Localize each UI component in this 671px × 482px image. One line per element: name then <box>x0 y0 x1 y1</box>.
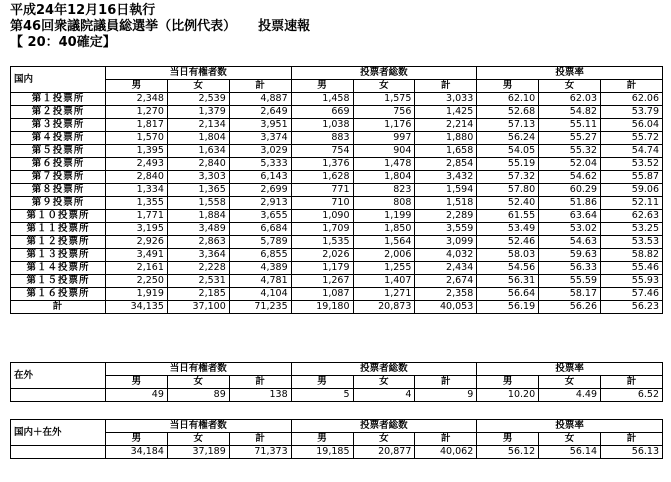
cell-value: 2,026 <box>291 249 353 262</box>
cell-value: 56.19 <box>477 301 539 314</box>
cell-value: 62.03 <box>539 93 601 106</box>
date-line: 平成24年12月16日執行 <box>10 3 156 18</box>
cell-value: 37,100 <box>167 301 229 314</box>
cell-value: 63.64 <box>539 210 601 223</box>
voters-total-group: 投票者総数 <box>291 363 477 376</box>
column-header-row <box>11 80 663 93</box>
cell-value: 2,134 <box>167 119 229 132</box>
row-label: 第１投票所 <box>11 93 106 106</box>
cell-value: 19,180 <box>291 301 353 314</box>
cell-value: 4,389 <box>229 262 291 275</box>
cell-value: 59.06 <box>601 184 663 197</box>
cell-value: 2,434 <box>415 262 477 275</box>
eligible-voters-group: 当日有権者数 <box>106 420 292 433</box>
voters-total-group: 投票者総数 <box>291 67 477 80</box>
cell-value: 55.72 <box>601 132 663 145</box>
cell-value: 1,771 <box>106 210 168 223</box>
column-header-row <box>11 433 663 446</box>
cell-value: 3,099 <box>415 236 477 249</box>
col-header-male: 男 <box>106 376 168 389</box>
cell-value: 53.25 <box>601 223 663 236</box>
cell-value: 2,674 <box>415 275 477 288</box>
col-header-male: 男 <box>477 376 539 389</box>
cell-value: 52.68 <box>477 106 539 119</box>
cell-value: 52.46 <box>477 236 539 249</box>
eligible-voters-group: 当日有権者数 <box>106 67 292 80</box>
table-row <box>11 106 663 119</box>
cell-value: 2,214 <box>415 119 477 132</box>
row-label: 第１６投票所 <box>11 288 106 301</box>
cell-value: 756 <box>353 106 415 119</box>
cell-value: 1,518 <box>415 197 477 210</box>
cell-value: 1,535 <box>291 236 353 249</box>
table-row <box>11 171 663 184</box>
col-header-total: 計 <box>601 80 663 93</box>
col-header-male: 男 <box>291 433 353 446</box>
cell-value: 89 <box>167 389 229 402</box>
row-label: 第９投票所 <box>11 197 106 210</box>
row-label: 第３投票所 <box>11 119 106 132</box>
row-label: 第１０投票所 <box>11 210 106 223</box>
report-title: 投票速報 <box>258 19 311 34</box>
cell-value: 2,840 <box>106 171 168 184</box>
cell-value: 710 <box>291 197 353 210</box>
table-row <box>11 158 663 171</box>
cell-value: 2,228 <box>167 262 229 275</box>
cell-value: 52.11 <box>601 197 663 210</box>
cell-value: 56.64 <box>477 288 539 301</box>
cell-value: 6,684 <box>229 223 291 236</box>
cell-value: 1,090 <box>291 210 353 223</box>
row-label: 第１３投票所 <box>11 249 106 262</box>
cell-value: 823 <box>353 184 415 197</box>
col-header-male: 男 <box>291 80 353 93</box>
table-row <box>11 184 663 197</box>
cell-value: 3,195 <box>106 223 168 236</box>
col-header-total: 計 <box>229 433 291 446</box>
row-label: 第６投票所 <box>11 158 106 171</box>
overseas-row <box>11 389 663 402</box>
table-row <box>11 249 663 262</box>
group-header-row <box>11 420 663 433</box>
col-header-male: 男 <box>477 433 539 446</box>
cell-value: 34,184 <box>106 446 168 459</box>
row-label: 第４投票所 <box>11 132 106 145</box>
cell-value: 2,699 <box>229 184 291 197</box>
cell-value: 1,564 <box>353 236 415 249</box>
cell-value: 58.82 <box>601 249 663 262</box>
col-header-male: 男 <box>106 433 168 446</box>
cell-value: 1,884 <box>167 210 229 223</box>
cell-value: 62.06 <box>601 93 663 106</box>
col-header-total: 計 <box>415 376 477 389</box>
col-header-female: 女 <box>539 376 601 389</box>
cell-value: 2,289 <box>415 210 477 223</box>
cell-value: 54.56 <box>477 262 539 275</box>
cell-value: 1,880 <box>415 132 477 145</box>
cell-value: 3,655 <box>229 210 291 223</box>
cell-value: 2,863 <box>167 236 229 249</box>
cell-value: 37,189 <box>167 446 229 459</box>
cell-value: 6,143 <box>229 171 291 184</box>
cell-value: 1,179 <box>291 262 353 275</box>
cell-value: 56.14 <box>539 446 601 459</box>
cell-value: 62.63 <box>601 210 663 223</box>
cell-value: 6,855 <box>229 249 291 262</box>
cell-value: 1,919 <box>106 288 168 301</box>
cell-value: 56.24 <box>477 132 539 145</box>
cell-value: 1,478 <box>353 158 415 171</box>
cell-value: 1,425 <box>415 106 477 119</box>
eligible-voters-group: 当日有権者数 <box>106 363 292 376</box>
cell-value: 2,854 <box>415 158 477 171</box>
cell-value: 1,267 <box>291 275 353 288</box>
row-label: 第１２投票所 <box>11 236 106 249</box>
table-row <box>11 119 663 132</box>
cell-value: 49 <box>106 389 168 402</box>
cell-value: 1,709 <box>291 223 353 236</box>
row-label: 第１５投票所 <box>11 275 106 288</box>
cell-value: 1,355 <box>106 197 168 210</box>
cell-value: 57.80 <box>477 184 539 197</box>
col-header-male: 男 <box>106 80 168 93</box>
cell-value: 771 <box>291 184 353 197</box>
cell-value: 2,358 <box>415 288 477 301</box>
col-header-male: 男 <box>291 376 353 389</box>
cell-value: 4,781 <box>229 275 291 288</box>
election-title: 第46回衆議院議員総選挙（比例代表） <box>10 19 237 34</box>
col-header-total: 計 <box>229 80 291 93</box>
cell-value: 669 <box>291 106 353 119</box>
table-row <box>11 93 663 106</box>
table-row <box>11 132 663 145</box>
cell-value: 55.59 <box>539 275 601 288</box>
col-header-total: 計 <box>601 376 663 389</box>
cell-value: 53.49 <box>477 223 539 236</box>
cell-value: 40,062 <box>415 446 477 459</box>
section-label: 国内 <box>11 67 106 93</box>
cell-value: 1,271 <box>353 288 415 301</box>
cell-value: 3,489 <box>167 223 229 236</box>
cell-value: 54.05 <box>477 145 539 158</box>
col-header-total: 計 <box>415 433 477 446</box>
cell-value: 1,379 <box>167 106 229 119</box>
row-label: 第５投票所 <box>11 145 106 158</box>
cell-value: 59.63 <box>539 249 601 262</box>
cell-value: 2,006 <box>353 249 415 262</box>
combined-table <box>10 419 663 459</box>
table-row <box>11 223 663 236</box>
cell-value: 4 <box>353 389 415 402</box>
cell-value: 3,951 <box>229 119 291 132</box>
cell-value: 57.13 <box>477 119 539 132</box>
voters-total-group: 投票者総数 <box>291 420 477 433</box>
cell-value: 1,334 <box>106 184 168 197</box>
cell-value: 20,877 <box>353 446 415 459</box>
cell-value: 55.27 <box>539 132 601 145</box>
cell-value: 1,087 <box>291 288 353 301</box>
title-line <box>10 20 310 34</box>
row-label: 第８投票所 <box>11 184 106 197</box>
overseas-table <box>10 362 663 402</box>
cell-value: 138 <box>229 389 291 402</box>
row-label: 計 <box>11 301 106 314</box>
cell-value: 2,649 <box>229 106 291 119</box>
cell-value: 1,458 <box>291 93 353 106</box>
cell-value: 5,333 <box>229 158 291 171</box>
cell-value: 58.17 <box>539 288 601 301</box>
cell-value: 4,032 <box>415 249 477 262</box>
cell-value: 1,817 <box>106 119 168 132</box>
cell-value: 3,432 <box>415 171 477 184</box>
cell-value: 54.63 <box>539 236 601 249</box>
cell-value: 5 <box>291 389 353 402</box>
total-row <box>11 301 663 314</box>
cell-value: 3,491 <box>106 249 168 262</box>
cell-value: 883 <box>291 132 353 145</box>
cell-value: 51.86 <box>539 197 601 210</box>
column-header-row <box>11 376 663 389</box>
cell-value: 3,374 <box>229 132 291 145</box>
cell-value: 56.31 <box>477 275 539 288</box>
table-row <box>11 262 663 275</box>
cell-value: 55.46 <box>601 262 663 275</box>
cell-value: 6.52 <box>601 389 663 402</box>
cell-value: 61.55 <box>477 210 539 223</box>
table-row <box>11 145 663 158</box>
cell-value: 56.04 <box>601 119 663 132</box>
cell-value: 34,135 <box>106 301 168 314</box>
table-row <box>11 197 663 210</box>
table-row <box>11 210 663 223</box>
col-header-female: 女 <box>353 80 415 93</box>
col-header-female: 女 <box>167 433 229 446</box>
domestic-table <box>10 66 663 314</box>
cell-value: 53.02 <box>539 223 601 236</box>
col-header-female: 女 <box>353 376 415 389</box>
cell-value: 20,873 <box>353 301 415 314</box>
cell-value: 2,840 <box>167 158 229 171</box>
cell-value: 4.49 <box>539 389 601 402</box>
col-header-total: 計 <box>415 80 477 93</box>
cell-value: 58.03 <box>477 249 539 262</box>
cell-value: 4,887 <box>229 93 291 106</box>
row-label <box>11 446 106 459</box>
cell-value: 56.13 <box>601 446 663 459</box>
row-label: 第１１投票所 <box>11 223 106 236</box>
col-header-female: 女 <box>167 80 229 93</box>
cell-value: 55.11 <box>539 119 601 132</box>
cell-value: 3,029 <box>229 145 291 158</box>
cell-value: 53.79 <box>601 106 663 119</box>
cell-value: 2,185 <box>167 288 229 301</box>
col-header-female: 女 <box>353 433 415 446</box>
cell-value: 1,628 <box>291 171 353 184</box>
cell-value: 56.33 <box>539 262 601 275</box>
cell-value: 2,531 <box>167 275 229 288</box>
cell-value: 56.26 <box>539 301 601 314</box>
table-row <box>11 275 663 288</box>
cell-value: 57.32 <box>477 171 539 184</box>
cell-value: 71,235 <box>229 301 291 314</box>
cell-value: 1,270 <box>106 106 168 119</box>
cell-value: 997 <box>353 132 415 145</box>
col-header-total: 計 <box>229 376 291 389</box>
col-header-female: 女 <box>539 80 601 93</box>
group-header-row <box>11 67 663 80</box>
cell-value: 1,176 <box>353 119 415 132</box>
cell-value: 19,185 <box>291 446 353 459</box>
cell-value: 3,303 <box>167 171 229 184</box>
cell-value: 56.23 <box>601 301 663 314</box>
cell-value: 2,348 <box>106 93 168 106</box>
col-header-female: 女 <box>539 433 601 446</box>
group-header-row <box>11 363 663 376</box>
cell-value: 52.04 <box>539 158 601 171</box>
cell-value: 1,658 <box>415 145 477 158</box>
cell-value: 1,199 <box>353 210 415 223</box>
col-header-male: 男 <box>477 80 539 93</box>
cell-value: 2,161 <box>106 262 168 275</box>
cell-value: 55.87 <box>601 171 663 184</box>
cell-value: 1,634 <box>167 145 229 158</box>
cell-value: 9 <box>415 389 477 402</box>
turnout-rate-group: 投票率 <box>477 67 663 80</box>
cell-value: 1,850 <box>353 223 415 236</box>
row-label: 第１４投票所 <box>11 262 106 275</box>
cell-value: 1,804 <box>353 171 415 184</box>
cell-value: 54.62 <box>539 171 601 184</box>
cell-value: 1,594 <box>415 184 477 197</box>
cell-value: 55.19 <box>477 158 539 171</box>
cell-value: 5,789 <box>229 236 291 249</box>
cell-value: 1,575 <box>353 93 415 106</box>
confirmed-time: 【 20：40確定】 <box>10 35 116 50</box>
table-row <box>11 288 663 301</box>
cell-value: 808 <box>353 197 415 210</box>
cell-value: 2,493 <box>106 158 168 171</box>
cell-value: 56.12 <box>477 446 539 459</box>
col-header-total: 計 <box>601 433 663 446</box>
turnout-rate-group: 投票率 <box>477 363 663 376</box>
cell-value: 1,570 <box>106 132 168 145</box>
cell-value: 10.20 <box>477 389 539 402</box>
cell-value: 3,033 <box>415 93 477 106</box>
cell-value: 3,559 <box>415 223 477 236</box>
cell-value: 904 <box>353 145 415 158</box>
cell-value: 2,926 <box>106 236 168 249</box>
cell-value: 1,365 <box>167 184 229 197</box>
cell-value: 4,104 <box>229 288 291 301</box>
cell-value: 60.29 <box>539 184 601 197</box>
cell-value: 54.74 <box>601 145 663 158</box>
cell-value: 1,376 <box>291 158 353 171</box>
section-label: 国内＋在外 <box>11 420 106 446</box>
cell-value: 54.82 <box>539 106 601 119</box>
cell-value: 2,913 <box>229 197 291 210</box>
combined-row <box>11 446 663 459</box>
cell-value: 71,373 <box>229 446 291 459</box>
cell-value: 1,407 <box>353 275 415 288</box>
cell-value: 57.46 <box>601 288 663 301</box>
row-label: 第７投票所 <box>11 171 106 184</box>
cell-value: 52.40 <box>477 197 539 210</box>
col-header-female: 女 <box>167 376 229 389</box>
cell-value: 62.10 <box>477 93 539 106</box>
cell-value: 1,804 <box>167 132 229 145</box>
cell-value: 1,558 <box>167 197 229 210</box>
cell-value: 55.93 <box>601 275 663 288</box>
table-row <box>11 236 663 249</box>
cell-value: 3,364 <box>167 249 229 262</box>
cell-value: 1,395 <box>106 145 168 158</box>
row-label <box>11 389 106 402</box>
cell-value: 53.52 <box>601 158 663 171</box>
row-label: 第２投票所 <box>11 106 106 119</box>
cell-value: 53.53 <box>601 236 663 249</box>
cell-value: 1,038 <box>291 119 353 132</box>
section-label: 在外 <box>11 363 106 389</box>
turnout-rate-group: 投票率 <box>477 420 663 433</box>
cell-value: 2,539 <box>167 93 229 106</box>
cell-value: 55.32 <box>539 145 601 158</box>
cell-value: 2,250 <box>106 275 168 288</box>
cell-value: 754 <box>291 145 353 158</box>
cell-value: 40,053 <box>415 301 477 314</box>
cell-value: 1,255 <box>353 262 415 275</box>
